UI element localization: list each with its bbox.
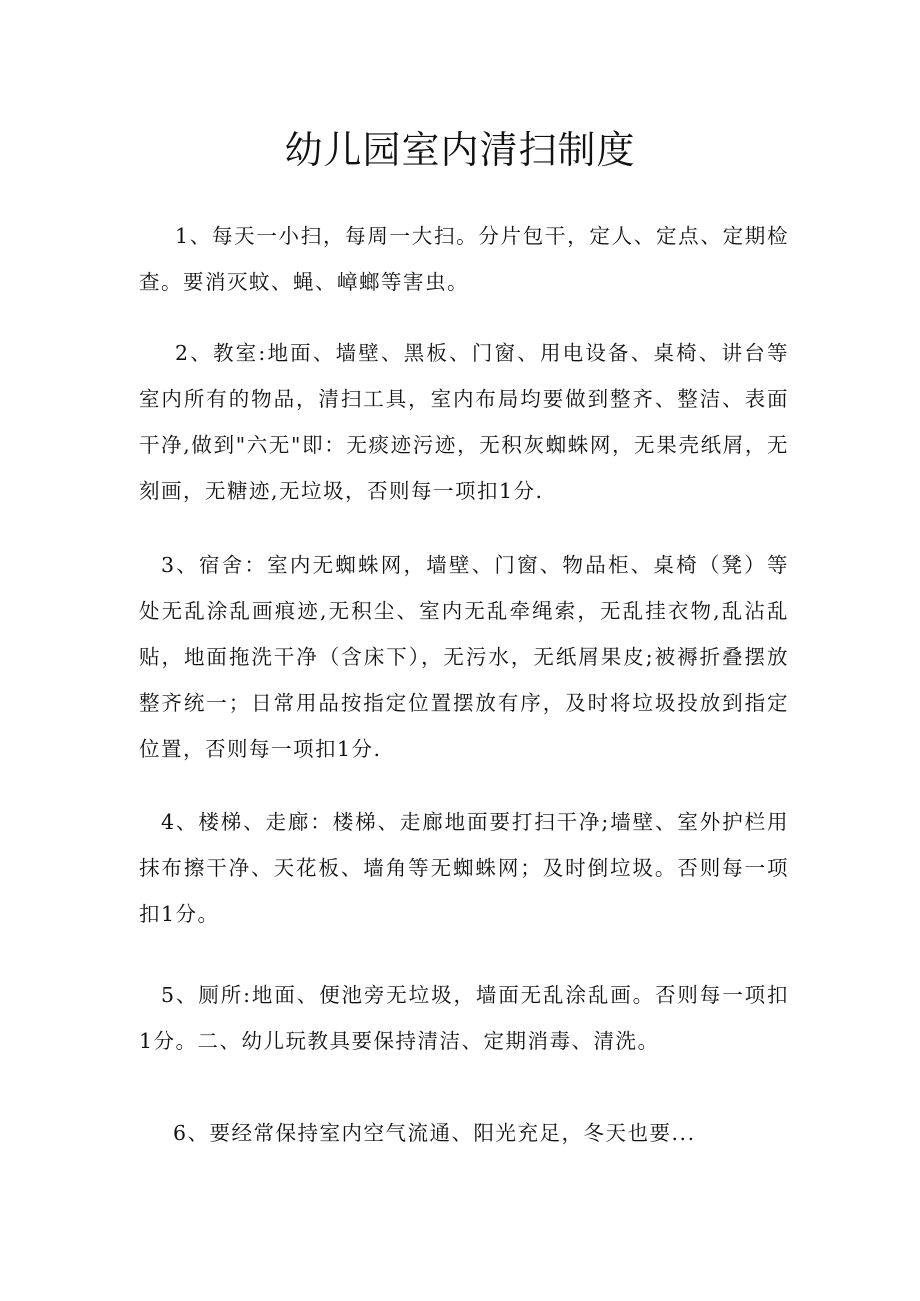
paragraph-item-1: 1、每天一小扫，每周一大扫。分片包干，定人、定点、定期检查。要消灭蚊、蝇、嶂螂等害虫。 (139, 224, 789, 294)
paragraph-item-2: 2、教室:地面、墙壁、黑板、门窗、用电设备、桌椅、讲台等室内所有的物品，清扫工具，室内布局均要做到整齐、整洁、表面干净,做到"六无"即：无痰迹污迹，无积灰蜘蛛网，无果壳纸屑，无刻画，无糖迹,无垃圾，否则每一项扣1分. (139, 341, 789, 503)
paragraph-item-6: 6、要经常保持室内空气流通、阳光充足，冬天也要... (173, 1121, 696, 1145)
paragraph-item-5: 5、厕所:地面、便池旁无垃圾，墙面无乱涂乱画。否则每一项扣1分。二、幼儿玩教具要保持清洁、定期消毒、清洗。 (139, 983, 789, 1053)
paragraph-item-4: 4、楼梯、走廊：楼梯、走廊地面要打扫干净;墙壁、室外护栏用抹布擦干净、天花板、墙角等无蜘蛛网；及时倒垃圾。否则每一项扣1分。 (139, 810, 789, 926)
paragraph-item-3: 3、宿舍：室内无蜘蛛网，墙壁、门窗、物品柜、桌椅（凳）等处无乱涂乱画痕迹,无积尘、室内无乱牵绳索，无乱挂衣物,乱沾乱贴，地面拖洗干净（含床下），无污水，无纸屑果皮;被褥折叠摆放整齐统一；日常用品按指定位置摆放有序，及时将垃圾投放到指定位置，否则每一项扣1分. (139, 553, 789, 761)
document-title: 幼儿园室内清扫制度 (284, 128, 636, 172)
